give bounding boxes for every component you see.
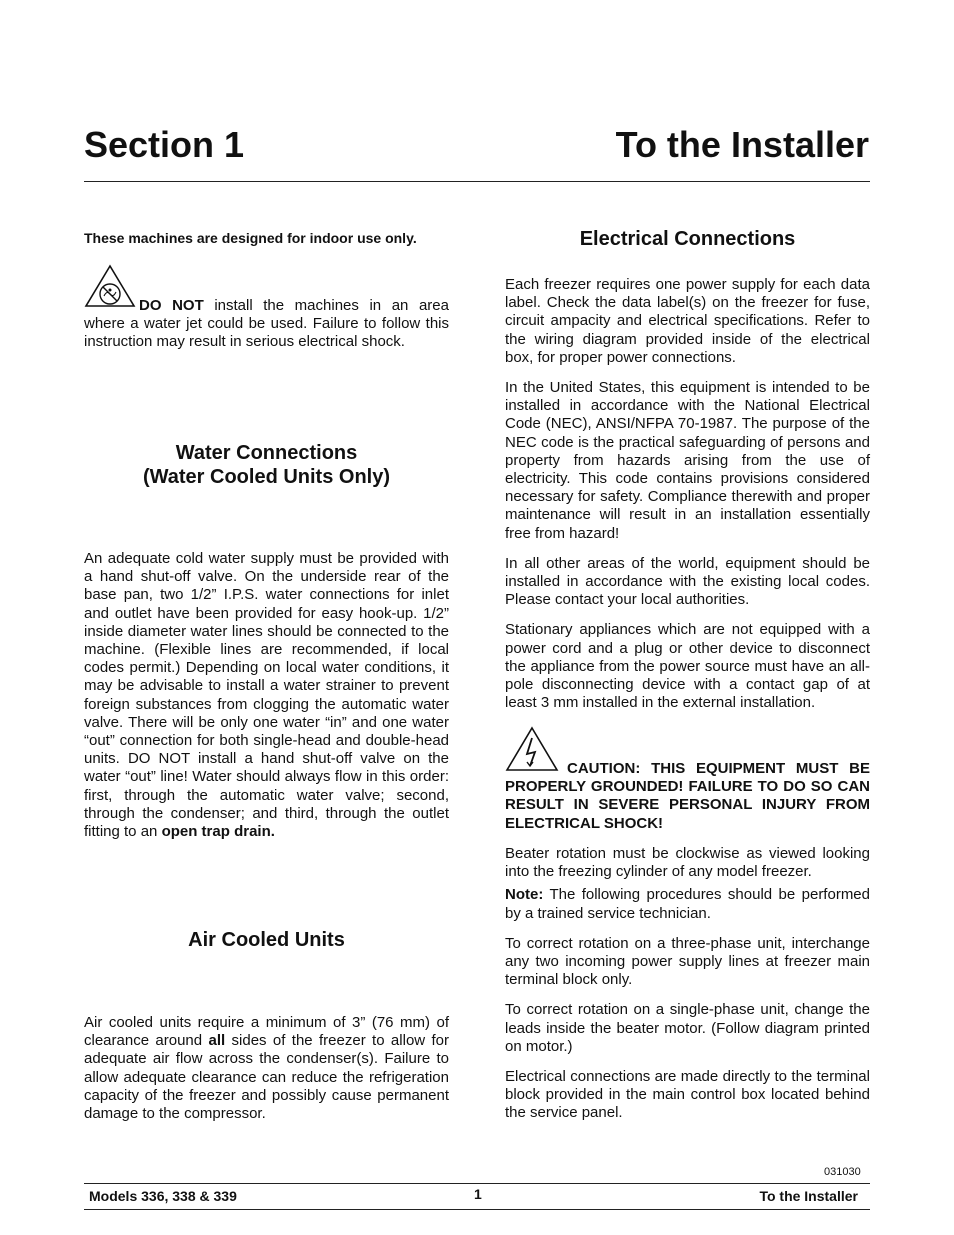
electrical-heading: Electrical Connections — [579, 228, 796, 250]
section-number: Section 1 — [84, 124, 245, 165]
footer-title: To the Installer — [759, 1188, 858, 1204]
header-rule — [84, 181, 870, 182]
air-text-1: Air cooled units require a minimum of 3” (76 mm) of clearance around — [84, 1014, 449, 1050]
indoor-note-text: These machines are designed for indoor use only. — [84, 230, 417, 246]
elec-p7: To correct rotation on a single-phase unit, change the leads inside the beater motor. (Follow diagram printed on motor.) — [505, 1001, 870, 1055]
document-code: 031030 — [824, 1166, 861, 1178]
note-bold: Note: — [505, 886, 544, 904]
air-cooled-body — [84, 1014, 449, 1123]
footer-rule-top — [84, 1183, 870, 1184]
indoor-note — [84, 229, 449, 247]
elec-p3: In all other areas of the world, equipment should be installed in accordance with the existing local codes. Please contact your local authorities. — [505, 554, 870, 609]
page-title: To the Installer — [615, 124, 869, 165]
elec-p6: To correct rotation on a three-phase unit, interchange any two incoming power supply lines at freezer main terminal block only. — [505, 934, 870, 989]
footer-models: Models 336, 338 & 339 — [89, 1188, 237, 1204]
water-jet-warning — [84, 297, 449, 352]
water-connections-body — [84, 550, 449, 841]
electrical-body-1 — [505, 276, 870, 712]
warning-text: install the machines in an area where a water jet could be used. Failure to follow this instruction may result in serious electrical shock. — [84, 297, 449, 351]
air-text-2: sides of the freezer to allow for adequate air flow across the condenser(s). Failure to allow adequate clearance can reduce the refrigeration capacity of the freezer and possibly cause permanent damage to the compressor. — [84, 1032, 449, 1123]
air-text-bold: all — [208, 1032, 226, 1050]
note-text: The following procedures should be performed by a trained service technician. — [505, 886, 870, 922]
elec-p4: Stationary appliances which are not equipped with a power cord and a plug or other device to disconnect the appliance from the power source must have an all-pole disconnecting device with a contact gap of at least 3 mm installed in the external installation. — [505, 621, 870, 712]
page-number: 1 — [474, 1186, 482, 1202]
caution-text: CAUTION: THIS EQUIPMENT MUST BE PROPERLY GROUNDED! FAILURE TO DO SO CAN RESULT IN SEVERE PERSONAL INJURY FROM ELECTRICAL SHOCK! — [505, 760, 870, 832]
elec-p2: In the United States, this equipment is intended to be installed in accordance with the National Electrical Code (NEC), ANSI/NFPA 70-1987. The purpose of the NEC code is the practical safeguarding of persons and property from hazards arising from the use of electricity. This code contains provisions considered necessary for safety. Compliance therewith and proper maintenance will result in an installation essentially free from hazard! — [505, 379, 870, 542]
water-text: An adequate cold water supply must be provided with a hand shut-off valve. On the underside rear of the base pan, two 1/2” I.P.S. water connections for inlet and outlet have been provided for easy hook-up. 1/2” inside diameter water lines should be connected to the machine. (Flexible lines are recommended, if local codes permit.) Depending on local water conditions, it may be advisable to install a water strainer to prevent foreign substances from clogging the automatic water valve. There will be only one water “in” and one water “out” connection for both single-head and double-head units. DO NOT install a hand shut-off valve on the water “out” line! Water should always flow in this order: first, through the automatic water valve; second, through the condenser; and third, through the outlet fitting to an — [84, 550, 449, 841]
electrical-body-2 — [505, 845, 870, 1123]
elec-p1: Each freezer requires one power supply for each data label. Check the data label(s) on the freezer for fuse, circuit ampacity and electrical specifications. Refer to the wiring diagram provided inside of the electrical box, for proper power connections. — [505, 276, 870, 366]
elec-p5: Beater rotation must be clockwise as viewed looking into the freezing cylinder of any model freezer. — [505, 845, 870, 881]
water-connections-heading — [84, 441, 449, 489]
footer-rule-bottom — [84, 1209, 870, 1210]
elec-p8: Electrical connections are made directly to the terminal block provided in the main control box located behind the service panel. — [505, 1068, 870, 1122]
water-heading-line-2: (Water Cooled Units Only) — [142, 466, 391, 488]
air-cooled-heading: Air Cooled Units — [188, 929, 345, 951]
water-text-bold: open trap drain. — [161, 823, 275, 841]
water-heading-line-1: Water Connections — [175, 442, 358, 464]
warning-bold: DO NOT — [139, 297, 204, 314]
caution-block — [505, 760, 870, 833]
